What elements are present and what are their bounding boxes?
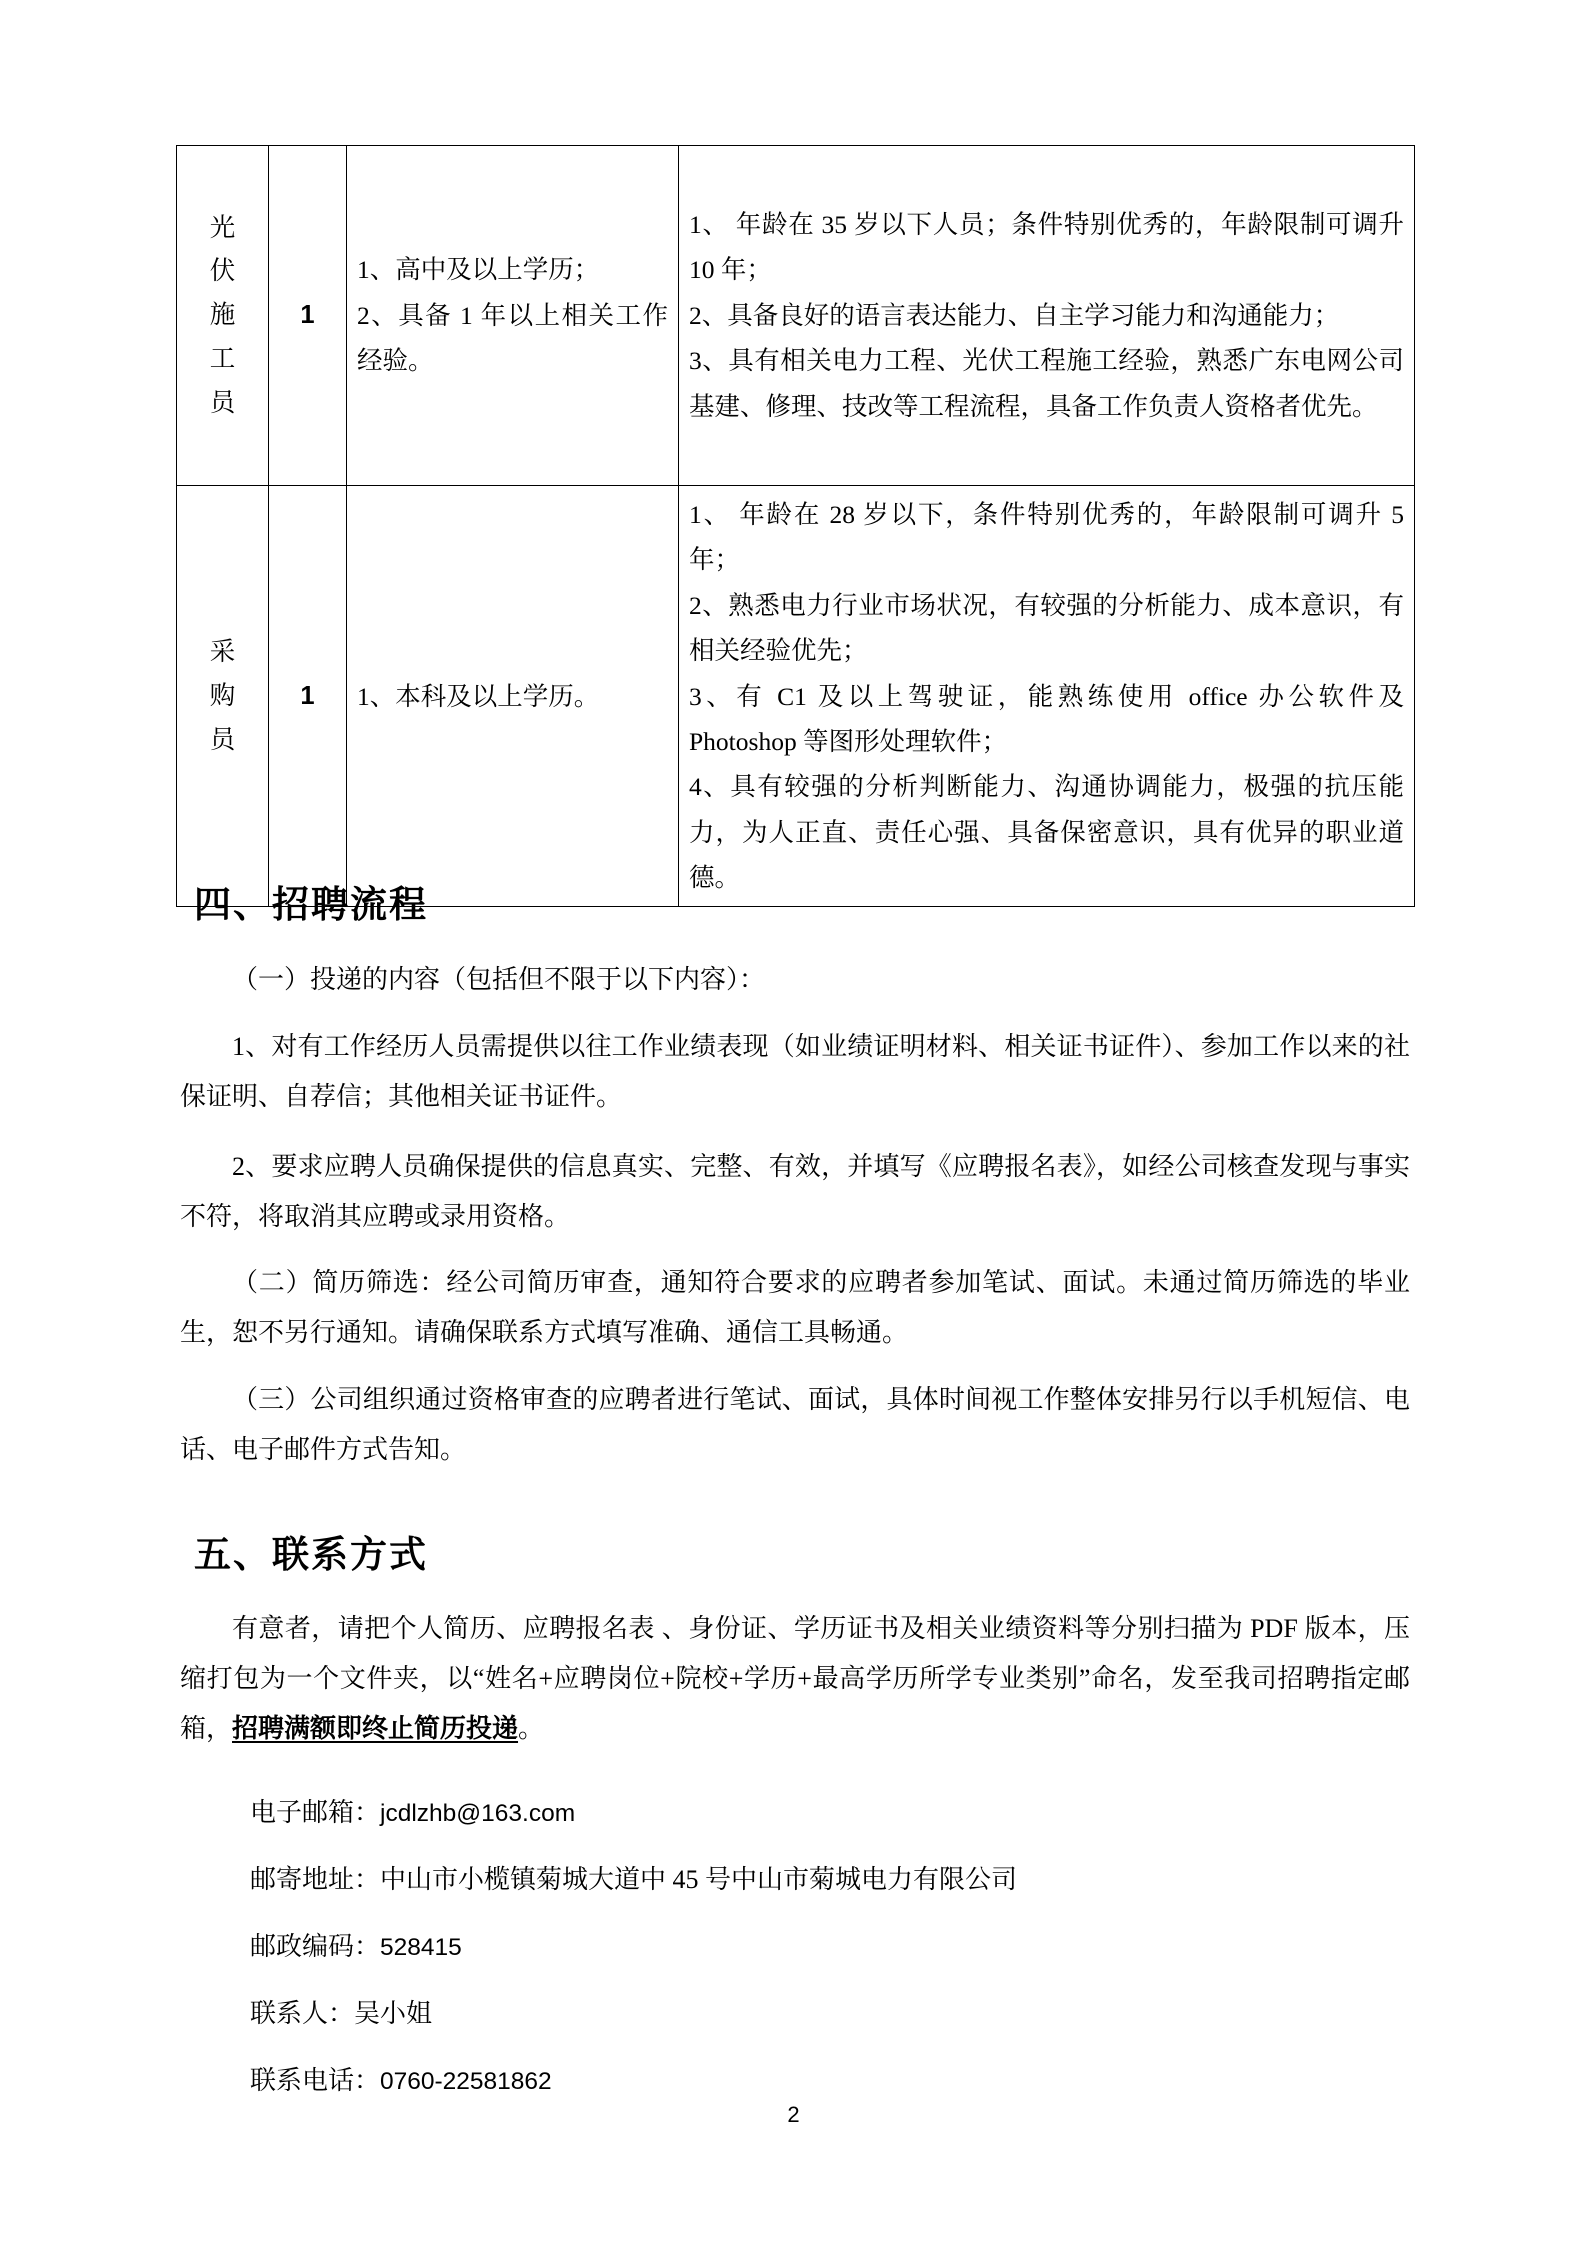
section-heading-contact: 五、联系方式 [194, 1534, 428, 1575]
post-name-char: 光 [209, 212, 236, 242]
table-cell-education [347, 146, 679, 486]
contact-address-label: 邮寄地址： [250, 1865, 381, 1894]
paragraph-deliver-title: （一）投递的内容（包括但不限于以下内容）： [232, 965, 766, 994]
contact-email-line [250, 1792, 575, 1834]
job-positions-table [176, 145, 1415, 907]
post-name-vertical [210, 206, 236, 425]
table-cell-requirements [679, 146, 1415, 486]
post-name-char: 购 [209, 681, 236, 710]
education-line: 2、具备 1 年以上相关工作经验。 [357, 300, 668, 376]
requirement-line: 3、具有相关电力工程、光伏工程施工经验，熟悉广东电网公司基建、修理、技改等工程流程，具备工作负责人资格者优先。 [689, 346, 1404, 421]
post-name-char: 工 [209, 344, 236, 374]
table-cell-requirements [679, 486, 1415, 907]
contact-person-label: 联系人： [250, 1999, 355, 2028]
contact-phone-label: 联系电话： [250, 2066, 381, 2095]
contact-address-line [250, 1859, 1017, 1901]
submission-text-part-2: 。 [518, 1713, 545, 1743]
requirement-line: 1、 年龄在 28 岁以下，条件特别优秀的，年龄限制可调升 5 年； [689, 500, 1404, 575]
requirement-line: 3、有 C1 及以上驾驶证，能熟练使用 office 办公软件及 Photoshop 等图形处理软件； [689, 681, 1404, 756]
submission-emphasis: 招聘满额即终止简历投递 [232, 1713, 519, 1743]
requirement-line: 4、具有较强的分析判断能力、沟通协调能力，极强的抗压能力，为人正直、责任心强、具备保密意识，具有优异的职业道德。 [689, 772, 1404, 892]
post-name-char: 员 [209, 388, 236, 418]
paragraph-resume-screening: （二）简历筛选：经公司简历审查，通知符合要求的应聘者参加笔试、面试。未通过简历筛选的毕业生，恕不另行通知。请确保联系方式填写准确、通信工具畅通。 [180, 1268, 1410, 1347]
table-cell-education [347, 486, 679, 907]
contact-zip-line [250, 1926, 462, 1968]
post-name-vertical [210, 630, 236, 762]
requirement-line: 2、熟悉电力行业市场状况，有较强的分析能力、成本意识，有相关经验优先； [689, 590, 1404, 666]
contact-email-label: 电子邮箱： [250, 1798, 381, 1827]
post-name-char: 员 [209, 724, 236, 754]
table-cell-headcount: 1 [269, 146, 347, 486]
contact-phone-value[interactable]: 0760-22581862 [380, 2068, 552, 2095]
post-name-char: 施 [209, 300, 236, 330]
submission-text-part-1: 有意者，请把个人简历、应聘报名表 、身份证、学历证书及相关业绩资料等分别扫描为 PDF 版本，压缩打包为一个文件夹，以“姓名+应聘岗位+院校+学历+最高学历所学专业类别”命名，发至我司招聘指定邮箱， [180, 1614, 1410, 1743]
table-row [177, 146, 1415, 486]
paragraph-exam-interview: （三）公司组织通过资格审查的应聘者进行笔试、面试，具体时间视工作整体安排另行以手机短信、电话、电子邮件方式告知。 [180, 1385, 1410, 1464]
requirement-line: 2、具备良好的语言表达能力、自主学习能力和沟通能力； [689, 300, 1340, 330]
requirement-line: 1、 年龄在 35 岁以下人员；条件特别优秀的，年龄限制可调升 10 年； [689, 210, 1404, 285]
post-name-char: 伏 [209, 256, 236, 286]
education-line: 1、高中及以上学历； [357, 255, 600, 285]
table-row [177, 486, 1415, 907]
contact-address-value: 中山市小榄镇菊城大道中 45 号中山市菊城电力有限公司 [380, 1865, 1018, 1894]
table-cell-headcount: 1 [269, 486, 347, 907]
paragraph-deliver-item-2: 2、要求应聘人员确保提供的信息真实、完整、有效，并填写《应聘报名表》，如经公司核查发现与事实不符，将取消其应聘或录用资格。 [180, 1152, 1410, 1231]
post-name-char: 采 [209, 637, 236, 667]
contact-zip-value: 528415 [380, 1934, 462, 1961]
contact-person-value: 吴小姐 [354, 1999, 433, 2028]
table-cell-post-name [177, 486, 269, 907]
paragraph-submission-instructions [180, 1604, 1410, 1754]
table-cell-post-name [177, 146, 269, 486]
contact-person-line [250, 1993, 432, 2035]
contact-zip-label: 邮政编码： [250, 1932, 381, 1961]
section-heading-recruitment-process: 四、招聘流程 [194, 884, 428, 925]
contact-email-value[interactable]: jcdlzhb@163.com [380, 1800, 576, 1827]
page-number: 2 [787, 2102, 800, 2127]
education-line: 1、本科及以上学历。 [357, 681, 600, 711]
paragraph-deliver-item-1: 1、对有工作经历人员需提供以往工作业绩表现（如业绩证明材料、相关证书证件）、参加工作以来的社保证明、自荐信；其他相关证书证件。 [180, 1032, 1410, 1111]
table-body [177, 146, 1415, 907]
contact-phone-line [250, 2060, 552, 2102]
